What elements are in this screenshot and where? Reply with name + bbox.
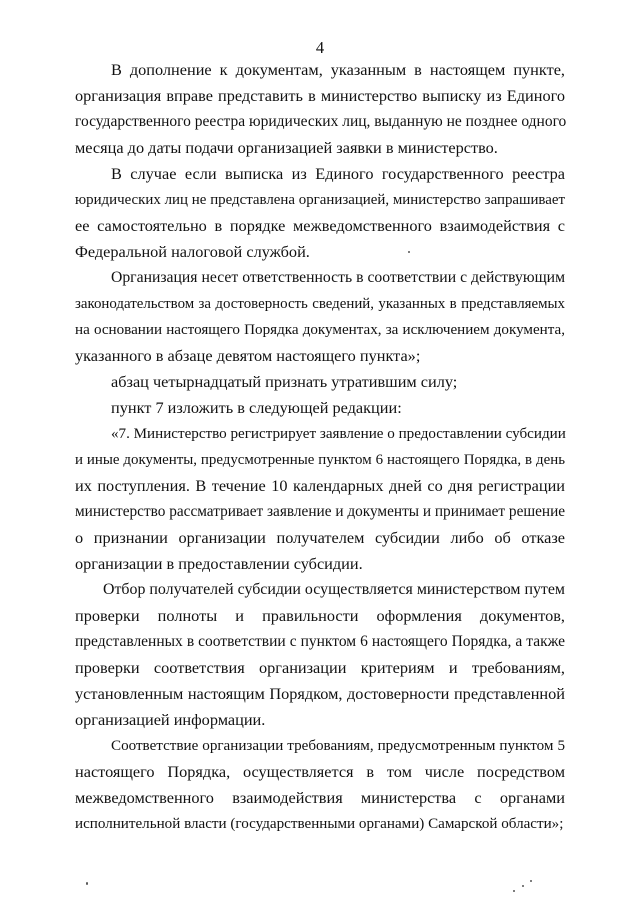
text-line: ее самостоятельно в порядке межведомственного взаимодействия с: [75, 216, 565, 235]
text-line: В дополнение к документам, указанным в настоящем пункте,: [111, 60, 565, 79]
scan-speck: [86, 882, 88, 885]
text-line: межведомственного взаимодействия министерства с органами: [75, 788, 565, 807]
text-line: установленным настоящим Порядком, достоверности представленной: [75, 684, 565, 703]
text-line: организацией информации.: [75, 710, 266, 729]
text-line: государственного реестра юридических лиц, выданную не позднее одного: [75, 113, 567, 130]
text-line: пункт 7 изложить в следующей редакции:: [111, 398, 402, 417]
text-line: министерство рассматривает заявление и документы и принимает решение: [75, 503, 566, 520]
text-line: Соответствие организации требованиям, предусмотренным пунктом 5: [111, 738, 565, 754]
text-line: представленных в соответствии с пунктом 6 настоящего Порядка, а также: [75, 633, 565, 650]
text-line: Федеральной налоговой службой.: [75, 242, 310, 261]
text-line: законодательством за достоверность сведений, указанных в представляемых: [75, 296, 565, 312]
text-line: проверки полноты и правильности оформления документов,: [75, 606, 565, 625]
text-line: Отбор получателей субсидии осуществляется министерством путем: [103, 581, 565, 598]
text-line: В случае если выписка из Единого государственного реестра: [111, 164, 565, 183]
page-number: 4: [315, 38, 325, 57]
text-line: абзац четырнадцатый признать утратившим силу;: [111, 372, 458, 391]
text-line: и иные документы, предусмотренные пунктом 6 настоящего Порядка, в день: [75, 452, 565, 468]
scan-speck: [513, 890, 515, 892]
text-line: Организация несет ответственность в соответствии с действующим: [111, 269, 565, 286]
text-line: организации в предоставлении субсидии.: [75, 554, 363, 573]
text-line: указанного в абзаце девятом настоящего пункта»;: [75, 346, 421, 365]
scan-speck: [530, 880, 532, 882]
text-line: исполнительной власти (государственными органами) Самарской области»;: [75, 816, 564, 832]
text-line: юридических лиц не представлена организацией, министерство запрашивает: [75, 192, 565, 208]
scan-speck: [522, 885, 524, 887]
text-line: о признании организации получателем субсидии либо об отказе: [75, 528, 565, 547]
text-line: настоящего Порядка, осуществляется в том числе посредством: [75, 762, 565, 781]
text-line: месяца до даты подачи организацией заявки в министерство.: [75, 138, 498, 157]
text-line: на основании настоящего Порядка документах, за исключением документа,: [75, 322, 565, 338]
text-line: организация вправе представить в министерство выписку из Единого: [75, 86, 565, 105]
text-line: их поступления. В течение 10 календарных дней со дня регистрации: [75, 476, 565, 495]
text-line: «7. Министерство регистрирует заявление о предоставлении субсидии: [111, 426, 566, 442]
scan-speck: [408, 251, 410, 253]
text-line: проверки соответствия организации критериям и требованиям,: [75, 658, 565, 677]
